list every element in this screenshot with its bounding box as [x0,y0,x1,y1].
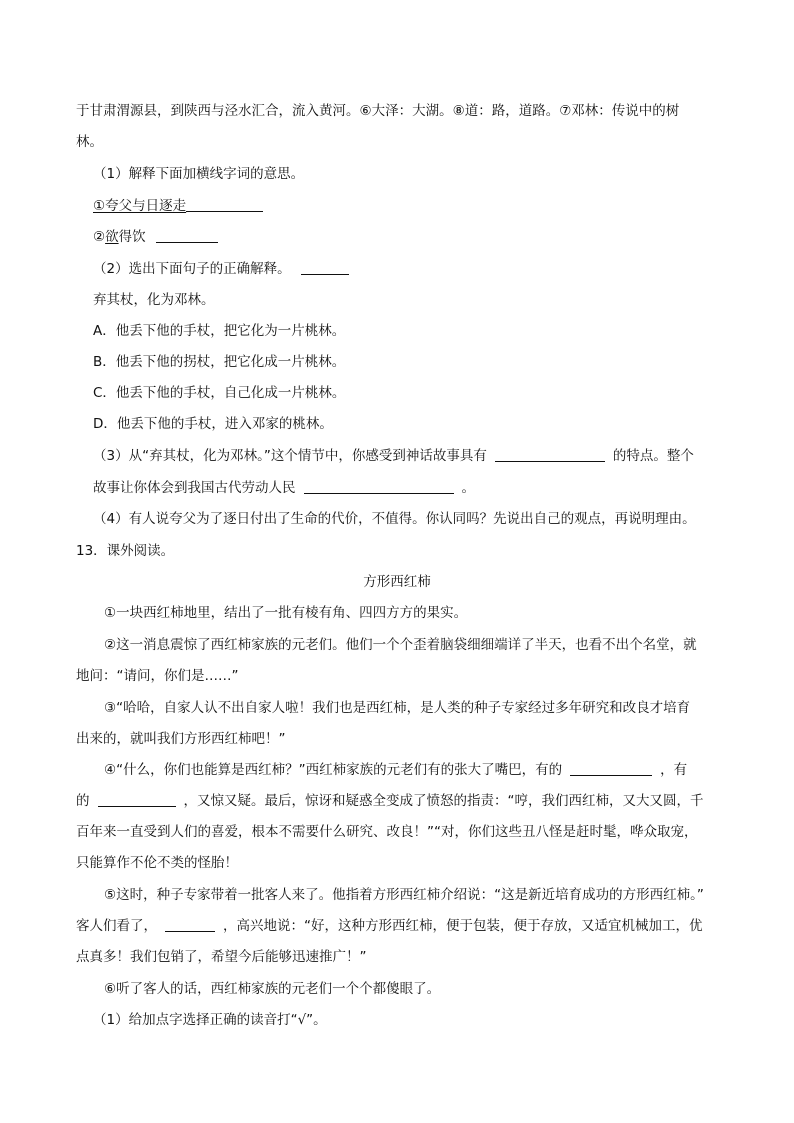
option-b[interactable]: B．他丢下他的拐杖，把它化成一片桃林。 [93,354,346,370]
answer-blank[interactable] [98,793,176,807]
option-a[interactable]: A．他丢下他的手杖，把它化为一片桃林。 [93,323,346,339]
sub-question-1: （1）给加点字选择正确的读音打“√”。 [93,1012,327,1028]
paragraph-4-line-3: 百年来一直受到人们的喜爱，根本不需要什么研究、改良！”“对，你们这些丑八怪是赶时髦，哗众取宠， [76,824,698,840]
answer-blank[interactable] [301,261,349,275]
question-1: （1）解释下面加横线字词的意思。 [93,166,305,182]
answer-blank[interactable] [495,448,605,462]
paragraph-5-line-3: 点真多！我们包销了，希望今后能够迅速推广！” [76,949,367,965]
section-13-heading: 13．课外阅读。 [76,543,175,559]
paragraph-3-line-1: ③“哈哈，自家人认不出自家人啦！我们也是西红柿，是人类的种子专家经过多年研究和改良才培育 [104,700,691,716]
question-2-sentence: 弃其杖，化为邓林。 [93,292,215,308]
paragraph-5-line-2: 客人们看了， ，高兴地说：“好，这种方形西红柿，便于包装，便于存放，又适宜机械加工，优 [76,918,703,934]
question-1-item-b: ②欲得饮 [93,229,218,245]
answer-blank[interactable] [156,229,218,243]
question-3-line-2: 故事让你体会到我国古代劳动人民 。 [93,480,475,496]
notes-line-1: 于甘肃渭源县，到陕西与泾水汇合，流入黄河。⑥大泽：大湖。⑧道：路，道路。⑦邓林：传说中的树 [76,103,680,119]
question-3-line-1: （3）从“弃其杖，化为邓林。”这个情节中，你感受到神话故事具有 的特点。整个 [93,448,694,464]
option-d[interactable]: D．他丢下他的手杖，进入邓家的桃林。 [93,416,333,432]
paragraph-4-line-4: 只能算作不伦不类的怪胎！ [76,855,238,871]
notes-line-2: 林。 [76,134,103,150]
answer-blank[interactable] [570,762,652,776]
paragraph-4-line-2: 的 ，又惊又疑。最后，惊讶和疑惑全变成了愤怒的指责：“哼，我们西红柿，又大又圆，千 [76,793,704,809]
paragraph-1: ①一块西红柿地里，结出了一批有棱有角、四四方方的果实。 [104,605,468,621]
option-c[interactable]: C．他丢下他的手杖，自己化成一片桃林。 [93,385,346,401]
answer-blank[interactable] [165,918,215,932]
question-2: （2）选出下面句子的正确解释。 [93,261,349,277]
answer-blank[interactable] [304,480,454,494]
article-title: 方形西红柿 [363,574,431,590]
question-1-item-a [93,198,263,214]
paragraph-3-line-2: 出来的，就叫我们方形西红柿吧！” [76,731,286,747]
paragraph-2-line-1: ②这一消息震惊了西红柿家族的元老们。他们一个个歪着脑袋细细端详了半天，也看不出个名堂，就 [104,637,697,653]
paragraph-4-line-1: ④“什么，你们也能算是西红柿？”西红柿家族的元老们有的张大了嘴巴，有的 ，有 [104,762,688,778]
paragraph-2-line-2: 地问：“请问，你们是……” [76,668,239,684]
underlined-word: 欲 [105,229,119,245]
underlined-phrase: ①夸父与日逐走 [93,198,187,214]
answer-blank[interactable] [186,198,263,212]
paragraph-6: ⑥听了客人的话，西红柿家族的元老们一个个都傻眼了。 [104,981,441,997]
question-4: （4）有人说夸父为了逐日付出了生命的代价，不值得。你认同吗？先说出自己的观点，再说明理由。 [93,511,696,527]
paragraph-5-line-1: ⑤这时，种子专家带着一批客人来了。他指着方形西红柿介绍说：“这是新近培育成功的方形西红柿。” [104,887,704,903]
